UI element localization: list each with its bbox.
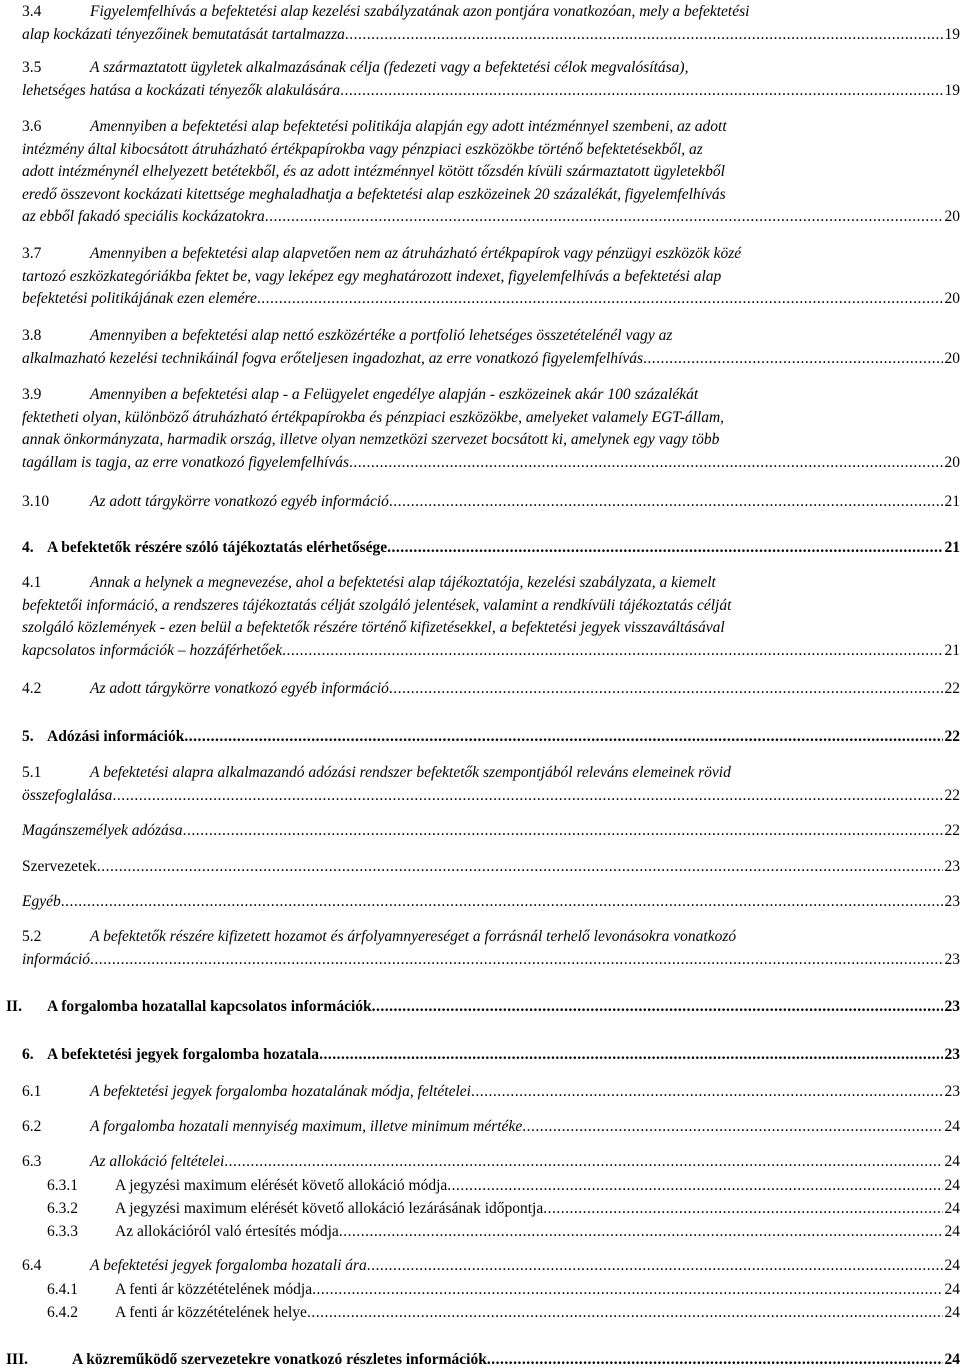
toc-entry-3-9[interactable] xyxy=(0,384,960,474)
toc-entry-3-5[interactable] xyxy=(0,57,960,102)
toc-entry-3-7[interactable] xyxy=(0,243,960,311)
toc-entry-II[interactable] xyxy=(0,996,960,1019)
entry-number: 6.3.1 xyxy=(47,1177,78,1194)
page-number: 24 xyxy=(944,1223,960,1240)
entry-text: tagállam is tagja, az erre vonatkozó figyelemfelhívás xyxy=(22,453,350,471)
toc-entry-6-3-2[interactable] xyxy=(0,1198,960,1221)
toc-entry-6-3[interactable] xyxy=(0,1151,960,1174)
entry-number: 5. xyxy=(22,728,34,745)
page-number: 24 xyxy=(944,1118,960,1135)
page-number: 23 xyxy=(944,950,960,968)
entry-number: 6.3.3 xyxy=(47,1223,78,1240)
entry-number: II. xyxy=(6,998,22,1015)
entry-number: 4. xyxy=(22,539,34,556)
entry-text: információ xyxy=(22,950,91,968)
entry-text: A fenti ár közzétételének módja xyxy=(115,1281,313,1298)
entry-number: 3.4 xyxy=(22,3,42,20)
entry-text: A befektetési jegyek forgalomba hozatala xyxy=(47,1046,320,1063)
entry-text: az ebből fakadó speciális kockázatokra xyxy=(22,208,265,225)
page-number: 24 xyxy=(944,1153,960,1170)
toc-entry-6-1[interactable] xyxy=(0,1081,960,1104)
entry-text: kapcsolatos információk – hozzáférhetőek xyxy=(22,641,283,659)
page-number: 23 xyxy=(944,893,960,910)
toc-entry-5-1[interactable] xyxy=(0,762,960,807)
entry-number: 5.2 xyxy=(22,928,42,945)
entry-text-line: annak önkormányzata, harmadik ország, illetve olyan nemzetközi szervezet bocsátott ki, amelynek egy vagy több xyxy=(22,431,720,448)
entry-text: A közreműködő szervezetekre vonatkozó részletes információk xyxy=(72,1351,487,1368)
entry-number: 6.4 xyxy=(22,1257,42,1274)
toc-entry-5-2[interactable] xyxy=(0,926,960,971)
toc-entry-6-4[interactable] xyxy=(0,1255,960,1278)
page-number: 23 xyxy=(944,1083,960,1100)
entry-text: Az adott tárgykörre vonatkozó egyéb információ xyxy=(90,680,389,697)
toc-entry-szervezetek[interactable] xyxy=(0,856,960,879)
page-number: 24 xyxy=(944,1257,960,1274)
entry-text-line: szolgáló közlemények - ezen belül a befektetők részére történő kifizetésekkel, a befektetési jegyek visszaváltásával xyxy=(22,619,725,636)
entry-text-line: Amennyiben a befektetési alap - a Felügyelet engedélye alapján - eszközeinek akár 100 százalékát xyxy=(90,386,699,403)
page-number: 22 xyxy=(944,680,960,697)
toc-entry-6-3-3[interactable] xyxy=(0,1221,960,1244)
entry-text-line: tartozó eszközkategóriákba fektet be, vagy leképez egy meghatározott indexet, figyelemfelhívás a befektetési alap xyxy=(22,267,722,285)
page-number: 20 xyxy=(944,349,960,367)
entry-number: 4.2 xyxy=(22,680,42,697)
entry-number: 6. xyxy=(22,1046,34,1063)
entry-text: A forgalomba hozatallal kapcsolatos információk xyxy=(47,998,372,1015)
toc-entry-4-1[interactable] xyxy=(0,572,960,662)
page-number: 20 xyxy=(944,453,960,471)
toc-entry-maganszemelyek[interactable] xyxy=(0,820,960,843)
entry-text: alkalmazható kezelési technikáinál fogva erőteljesen ingadozhat, az erre vonatkozó figyelemfelhívás xyxy=(22,349,644,367)
page-number: 24 xyxy=(944,1177,960,1194)
entry-number: 3.8 xyxy=(22,327,42,344)
page-number: 21 xyxy=(944,641,960,659)
entry-number: 6.4.1 xyxy=(47,1281,78,1298)
entry-number: III. xyxy=(6,1351,28,1368)
entry-text: A befektetési jegyek forgalomba hozatalának módja, feltételei xyxy=(90,1083,471,1100)
entry-number: 3.10 xyxy=(22,493,50,510)
page-number: 22 xyxy=(944,786,960,804)
page-number: 20 xyxy=(944,290,960,307)
entry-text: A befektetők részére szóló tájékoztatás elérhetősége xyxy=(47,539,388,556)
toc-entry-6[interactable] xyxy=(0,1044,960,1067)
toc-entry-3-6[interactable] xyxy=(0,116,960,229)
toc-entry-5[interactable] xyxy=(0,726,960,749)
entry-text: Az adott tárgykörre vonatkozó egyéb információ xyxy=(90,493,389,510)
toc-entry-6-4-2[interactable] xyxy=(0,1302,960,1325)
entry-text: befektetési politikájának ezen elemére xyxy=(22,290,257,307)
entry-number: 6.4.2 xyxy=(47,1304,78,1321)
page-number: 20 xyxy=(944,208,960,225)
toc-entry-6-3-1[interactable] xyxy=(0,1175,960,1198)
entry-number: 6.2 xyxy=(22,1118,42,1135)
toc-entry-3-10[interactable] xyxy=(0,491,960,514)
page-number: 21 xyxy=(944,493,960,510)
entry-text-line: befektetői információ, a rendszeres tájékoztatás célját szolgáló jelentések, valamint a rendkívüli tájékoztatás célját xyxy=(22,596,732,614)
entry-text-line: fektetheti olyan, különböző átruházható értékpapírokba és pénzpiaci eszközökbe, amelyeket valamely EGT-állam, xyxy=(22,408,725,426)
entry-text-line: Figyelemfelhívás a befektetési alap kezelési szabályzatának azon pontjára vonatkozóan, mely a befektetési xyxy=(90,3,750,20)
entry-text-line: eredő összevont kockázati kitettsége meghaladhatja a befektetési alap eszközeinek 20 százalékát, figyelemfelhívás xyxy=(22,185,726,203)
entry-text-line: adott intézménynél elhelyezett betétekből, és az adott intézménnyel kötött tőzsdén kívüli származtatott ügyletekből xyxy=(22,163,725,180)
entry-text-line: Amennyiben a befektetési alap befektetési politikája alapján egy adott intézménnyel szembeni, az adott xyxy=(90,118,727,135)
entry-number: 5.1 xyxy=(22,764,42,781)
entry-number: 3.5 xyxy=(22,59,42,76)
toc-entry-egyeb[interactable] xyxy=(0,891,960,914)
entry-text: Egyéb xyxy=(22,893,61,910)
entry-number: 3.9 xyxy=(22,386,42,403)
entry-number: 4.1 xyxy=(22,574,42,591)
toc-entry-3-8[interactable] xyxy=(0,325,960,370)
entry-text: összefoglalása xyxy=(22,786,113,804)
entry-text: A jegyzési maximum elérését követő allokáció lezárásának időpontja xyxy=(115,1200,544,1217)
entry-number: 6.3 xyxy=(22,1153,42,1170)
entry-text-line: A befektetők részére kifizetett hozamot és árfolyamnyereséget a forrásnál terhelő levonásokra vonatkozó xyxy=(90,928,737,945)
page-number: 23 xyxy=(944,1046,960,1063)
page-number: 23 xyxy=(944,858,960,875)
entry-text: Szervezetek xyxy=(22,858,97,875)
toc-entry-III[interactable] xyxy=(0,1349,960,1372)
toc-entry-4-2[interactable] xyxy=(0,678,960,701)
entry-text: Magánszemélyek adózása xyxy=(22,822,183,839)
entry-text: Az allokáció feltételei xyxy=(90,1153,225,1170)
entry-text: alap kockázati tényezőinek bemutatását tartalmazza xyxy=(22,25,345,43)
page-number: 19 xyxy=(944,81,960,99)
page-number: 19 xyxy=(944,25,960,43)
page-number: 22 xyxy=(944,822,960,839)
entry-text: A befektetési jegyek forgalomba hozatali ára xyxy=(90,1257,367,1274)
page-number: 24 xyxy=(944,1200,960,1217)
entry-text: lehetséges hatása a kockázati tényezők alakulására xyxy=(22,81,341,99)
toc-entry-3-4[interactable] xyxy=(0,1,960,46)
page-number: 23 xyxy=(944,998,960,1015)
toc-entry-4[interactable] xyxy=(0,537,960,560)
entry-text-line: A befektetési alapra alkalmazandó adózási rendszer befektetők szempontjából releváns elemeinek rövid xyxy=(90,764,731,781)
page-number: 22 xyxy=(944,728,960,745)
entry-number: 6.1 xyxy=(22,1083,42,1100)
toc-entry-6-2[interactable] xyxy=(0,1116,960,1139)
page-number: 24 xyxy=(944,1304,960,1321)
page-number: 21 xyxy=(944,539,960,556)
entry-text: A forgalomba hozatali mennyiség maximum, illetve minimum mértéke xyxy=(90,1118,523,1135)
entry-text-line: intézmény által kibocsátott átruházható értékpapírokba vagy pénzpiaci eszközökbe történő befektetésekből, az xyxy=(22,140,703,158)
entry-text: A jegyzési maximum elérését követő allokáció módja xyxy=(115,1177,448,1194)
entry-text: Adózási információk xyxy=(47,728,185,745)
toc-entry-6-4-1[interactable] xyxy=(0,1279,960,1302)
entry-text-line: Amennyiben a befektetési alap alapvetően nem az átruházható értékpapírok vagy pénzügyi eszközök közé xyxy=(90,245,742,262)
entry-number: 3.6 xyxy=(22,118,42,135)
entry-text: A fenti ár közzétételének helye xyxy=(115,1304,307,1321)
page-number: 24 xyxy=(944,1281,960,1298)
entry-text: Az allokációról való értesítés módja xyxy=(115,1223,339,1240)
entry-number: 3.7 xyxy=(22,245,42,262)
page-number: 24 xyxy=(944,1351,960,1368)
entry-number: 6.3.2 xyxy=(47,1200,78,1217)
entry-text-line: Annak a helynek a megnevezése, ahol a befektetési alap tájékoztatója, kezelési szabályzata, a kiemelt xyxy=(90,574,716,591)
entry-text-line: Amennyiben a befektetési alap nettó eszközértéke a portfolió lehetséges összetételénél vagy az xyxy=(90,327,673,344)
entry-text-line: A származtatott ügyletek alkalmazásának célja (fedezeti vagy a befektetési célok megvalósítása), xyxy=(90,59,689,76)
